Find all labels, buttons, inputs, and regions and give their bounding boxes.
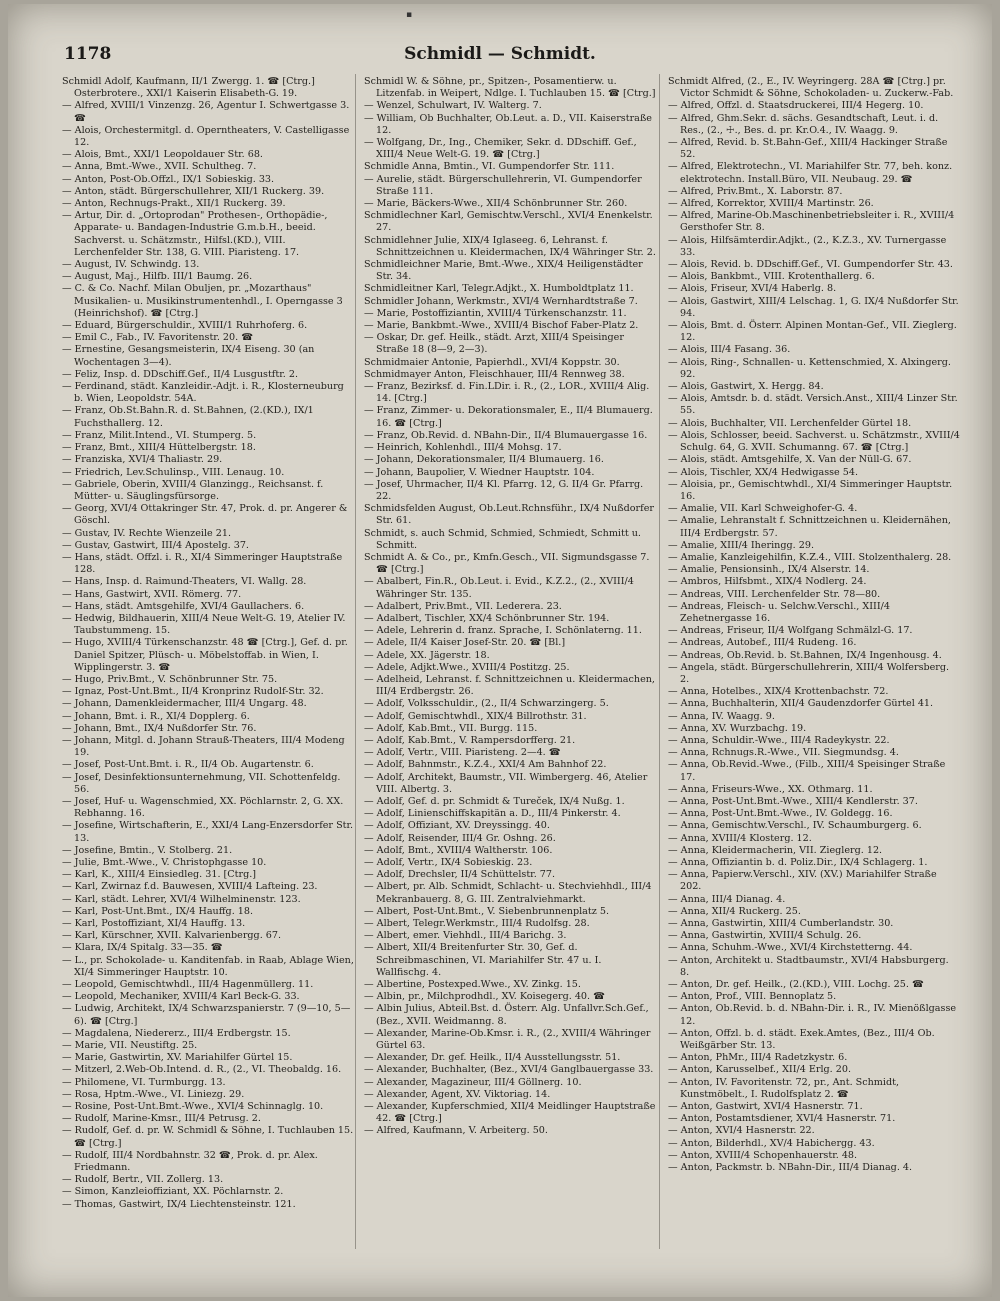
directory-entry: — Josef, Uhrmacher, II/4 Kl. Pfarrg. 12, G. II/4 Gr. Pfarrg. 22.	[364, 478, 644, 502]
directory-entry: — Oskar, Dr. gef. Heilk., städt. Arzt, XIII/4 Speisinger Straße 18 (8—9, 2—3).	[364, 332, 624, 356]
directory-entry: — Alois, Gastwirt, X. Hergg. 84.	[668, 381, 824, 393]
directory-entry: — Alois, Buchhalter, VII. Lerchenfelder Gürtel 18.	[668, 417, 912, 429]
directory-entry: — Albert, emer. Viehhdl., III/4 Barichg. 3.	[364, 930, 567, 942]
directory-entry: — Klara, IX/4 Spitalg. 33—35. ☎	[62, 942, 223, 954]
directory-entry: Schmidleitner Karl, Telegr.Adjkt., X. Humboldtplatz 11.	[364, 283, 634, 295]
directory-entry: — Ludwig, Architekt, IX/4 Schwarzspanierstr. 7 (9—10, 5—6). ☎ [Ctrg.]	[62, 1003, 351, 1027]
directory-entry: — Alois, Friseur, XVI/4 Haberlg. 8.	[668, 283, 837, 295]
directory-entry: — Eduard, Bürgerschuldir., XVIII/1 Ruhrhoferg. 6.	[62, 320, 308, 332]
directory-entry: — Anna, Offiziantin b. d. Poliz.Dir., IX/4 Schlagerg. 1.	[668, 857, 928, 868]
directory-entry: — Albert, XII/4 Breitenfurter Str. 30, Gef. d. Schreibmaschinen, VI. Mariahilfer Str. 47 u. I. Wallfischg. 4.	[364, 942, 602, 978]
directory-entry: — Adolf, Linienschiffskapitän a. D., III/4 Pinkerstr. 4.	[364, 808, 621, 820]
column-rule	[355, 74, 356, 1249]
directory-entry: — Josefine, Bmtin., V. Stolberg. 21.	[62, 844, 233, 856]
directory-entry: — Anton, Architekt u. Stadtbaumstr., XVI/4 Habsburgerg. 8.	[668, 954, 949, 978]
directory-entry: — Anna, Rchnugs.R.-Wwe., VII. Siegmundsg. 4.	[668, 747, 899, 759]
directory-entry: — Thomas, Gastwirt, IX/4 Liechtensteinstr. 121.	[62, 1198, 296, 1210]
directory-entry: — Johann, Damenkleidermacher, III/4 Ungarg. 48.	[62, 698, 307, 710]
directory-entry: — Julie, Bmt.-Wwe., V. Christophgasse 10.	[62, 857, 267, 868]
directory-entry: — Angela, städt. Bürgerschullehrerin, XIII/4 Wolfersberg. 2.	[668, 661, 950, 685]
directory-entry: — Anton, Dr. gef. Heilk., (2.(KD.), VIII. Lochg. 25. ☎	[668, 979, 924, 991]
directory-entry: — Adolf, Gef. d. pr. Schmidt & Tureček, IX/4 Nußg. 1.	[364, 795, 625, 807]
directory-entry: — Amalie, Pensionsinh., IX/4 Alserstr. 14.	[668, 564, 870, 576]
directory-entry: — Albert, Telegr.Werkmstr., III/4 Rudolfsg. 28.	[364, 918, 590, 930]
directory-entry: — C. & Co. Nachf. Milan Obuljen, pr. „Mozarthaus" Musikalien- u. Musikinstrumentenhdl., I. Operngasse 3 (Heinrichshof). ☎ [Ctrg.]	[62, 283, 343, 319]
directory-entry: — Alfred, XVIII/1 Vinzenzg. 26, Agentur I. Schwertgasse 3. ☎	[62, 100, 350, 124]
directory-entry: — Alfred, Kaufmann, V. Arbeiterg. 50.	[364, 1125, 548, 1137]
directory-entry: — Wolfgang, Dr., Ing., Chemiker, Sekr. d. DDschiff. Gef., XIII/4 Neue Welt-G. 19. ☎ [Ctrg.]	[364, 137, 637, 161]
directory-entry: — Alfred, Korrektor, XVIII/4 Martinstr. 26.	[668, 198, 874, 210]
directory-entry: — Alois, Bmt. d. Österr. Alpinen Montan-Gef., VII. Zieglerg. 12.	[668, 320, 957, 344]
directory-entry: — Philomene, VI. Turmburgg. 13.	[62, 1076, 226, 1088]
directory-entry: — Anna, Post-Unt.Bmt.-Wwe., IV. Goldegg. 16.	[668, 808, 893, 820]
directory-entry: — Adolf, Volksschuldir., (2., II/4 Schwarzingerg. 5.	[364, 698, 609, 710]
directory-entry: — Alexander, Agent, XV. Viktoriag. 14.	[364, 1088, 551, 1100]
directory-entry: — Anton, Packmstr. b. NBahn-Dir., III/4 Dianag. 4.	[668, 1162, 913, 1174]
directory-entry: — Anton, städt. Bürgerschullehrer, XII/1 Ruckerg. 39.	[62, 185, 325, 197]
directory-entry: — Anna, Hotelbes., XIX/4 Krottenbachstr. 72.	[668, 686, 889, 698]
directory-entry: — Albert, pr. Alb. Schmidt, Schlacht- u. Stechviehhdl., III/4 Mekranbauerg. 8, G. III. Zentralviehmarkt.	[364, 881, 652, 905]
directory-entry: — Amalie, VII. Karl Schweighofer-G. 4.	[668, 503, 858, 515]
directory-entry: — Anton, Prof., VIII. Bennoplatz 5.	[668, 991, 837, 1003]
directory-entry: — Wenzel, Schulwart, IV. Walterg. 7.	[364, 100, 542, 112]
directory-entry: — Albin Julius, Abteil.Bst. d. Österr. Alg. Unfallvr.Sch.Gef., (Bez., XVII. Weidmanng. 8.	[364, 1003, 649, 1027]
directory-entry: — Alfred, Offzl. d. Staatsdruckerei, III/4 Hegerg. 10.	[668, 100, 924, 112]
directory-entry: — Johann, Dekorationsmaler, II/4 Blumauerg. 16.	[364, 454, 604, 466]
directory-entry: — Alfred, Ghm.Sekr. d. sächs. Gesandtschaft, Leut. i. d. Res., (2., ☩., Bes. d. pr. Kr.O.4., IV. Waagg. 9.	[668, 112, 939, 136]
directory-entry: — Alois, Orchestermitgl. d. Operntheaters, V. Castelligasse 12.	[62, 124, 350, 149]
directory-entry: — Marie, Postoffiziantin, XVIII/4 Türkenschanzstr. 11.	[364, 307, 627, 319]
directory-entry: — Adolf, Vertr., VIII. Piaristeng. 2—4. ☎	[364, 747, 561, 759]
directory-entry: — Franz, Ob.St.Bahn.R. d. St.Bahnen, (2.(KD.), IX/1 Fuchsthallerg. 12.	[62, 405, 314, 429]
directory-entry: — Amalie, Lehranstalt f. Schnittzeichnen u. Kleidernähen, III/4 Erdbergstr. 57.	[668, 515, 951, 539]
directory-entry: — Aloisia, pr., Gemischtwhdl., XI/4 Simmeringer Hauptstr. 16.	[668, 478, 953, 502]
directory-entry: — Anna, Schuldir.-Wwe., III/4 Radeykystr. 22.	[668, 734, 890, 746]
directory-entry: — Franziska, XVI/4 Thaliastr. 29.	[62, 454, 223, 466]
directory-entry: Schmidlechner Karl, Gemischtw.Verschl., XVI/4 Enenkelstr. 27.	[364, 210, 653, 234]
directory-entry: Schmidt Alfred, (2., E., IV. Weyringerg. 28A ☎ [Ctrg.] pr. Victor Schmidt & Söhne, Schokoladen- u. Zuckerw.-Fab.	[668, 76, 954, 100]
directory-entry: — Anna, Gemischtw.Verschl., IV. Schaumburgerg. 6.	[668, 820, 922, 832]
directory-entry: — Alexander, Buchhalter, (Bez., XVI/4 Ganglbauergasse 33.	[364, 1064, 654, 1076]
directory-entry: — Hugo, XVIII/4 Türkenschanzstr. 48 ☎ [Ctrg.], Gef. d. pr. Daniel Spitzer, Plüsch- u. Möbelstoffab. in Wien, I. Wipplingerstr. 3. ☎	[62, 637, 348, 673]
directory-entry: — Andreas, Ob.Revid. b. St.Bahnen, IX/4 Ingenhousg. 4.	[668, 649, 942, 661]
directory-entry: — Josef, Post-Unt.Bmt. i. R., II/4 Ob. Augartenstr. 6.	[62, 759, 314, 771]
directory-entry: Schmidleichner Marie, Bmt.-Wwe., XIX/4 Heiligenstädter Str. 34.	[364, 259, 643, 283]
directory-entry: — Alois, III/4 Fasang. 36.	[668, 344, 791, 356]
directory-entry: — Adalbert, Tischler, XX/4 Schönbrunner Str. 194.	[364, 612, 610, 624]
directory-entry: — Anna, Bmt.-Wwe., XVII. Schultheg. 7.	[62, 161, 257, 173]
directory-entry: — Anna, Buchhalterin, XII/4 Gaudenzdorfer Gürtel 41.	[668, 698, 934, 710]
directory-entry: — Adolf, Kab.Bmt., VII. Burgg. 115.	[364, 722, 538, 734]
directory-entry: — Josef, Huf- u. Wagenschmied, XX. Pöchlarnstr. 2, G. XX. Rebhanng. 16.	[62, 795, 344, 820]
directory-entry: — Alois, Bankbmt., VIII. Krotenthallerg. 6.	[668, 271, 875, 283]
directory-entry: — Hans, städt. Offzl. i. R., XI/4 Simmeringer Hauptstraße 128.	[62, 551, 343, 576]
directory-entry: — Alexander, Marine-Ob.Kmsr. i. R., (2., XVIII/4 Währinger Gürtel 63.	[364, 1027, 651, 1052]
directory-entry: — Anton, Gastwirt, XVI/4 Hasnerstr. 71.	[668, 1101, 863, 1113]
directory-entry: — Albert, Post-Unt.Bmt., V. Siebenbrunnenplatz 5.	[364, 905, 610, 917]
directory-entry: — Anna, IV. Waagg. 9.	[668, 710, 775, 722]
directory-entry: — Anna, Kleidermacherin, VII. Zieglerg. 12.	[668, 844, 883, 856]
directory-entry: — William, Ob Buchhalter, Ob.Leut. a. D., VII. Kaiserstraße 12.	[364, 112, 652, 136]
directory-entry: — Franz, Zimmer- u. Dekorationsmaler, E., II/4 Blumauerg. 16. ☎ [Ctrg.]	[364, 405, 653, 429]
directory-entry: — Rudolf, Marine-Kmsr., III/4 Petrusg. 2.	[62, 1113, 261, 1125]
directory-entry: Schmidler Johann, Werkmstr., XVI/4 Wernhardtstraße 7.	[364, 295, 638, 307]
directory-entry: — Hans, Gastwirt, XVII. Römerg. 77.	[62, 588, 242, 600]
directory-entry: — Hans, städt. Amtsgehilfe, XVI/4 Gaullachers. 6.	[62, 600, 305, 612]
directory-entry: — Andreas, Friseur, II/4 Wolfgang Schmälzl-G. 17.	[668, 625, 913, 637]
directory-entry: — Anton, IV. Favoritenstr. 72, pr., Ant. Schmidt, Kunstmöbelt., I. Rudolfsplatz 2. ☎	[668, 1076, 900, 1100]
directory-entry: — Adolf, Vertr., IX/4 Sobieskig. 23.	[364, 857, 533, 868]
directory-entry: — Adelheid, Lehranst. f. Schnittzeichnen u. Kleidermachen, III/4 Erdbergstr. 26.	[364, 673, 655, 698]
directory-entry: — Anna, Post-Unt.Bmt.-Wwe., XIII/4 Kendlerstr. 37.	[668, 795, 918, 807]
directory-entry: — Anna, III/4 Dianag. 4.	[668, 893, 786, 905]
page-number: 1178	[64, 44, 112, 64]
directory-entry: — Alois, Hilfsämterdir.Adjkt., (2., K.Z.3., XV. Turnergasse 33.	[668, 234, 947, 258]
directory-entry: — Emil C., Fab., IV. Favoritenstr. 20. ☎	[62, 332, 254, 344]
directory-entry: — Karl, K., XIII/4 Einsiedleg. 31. [Ctrg.]	[62, 869, 256, 881]
directory-entry: — Gabriele, Oberin, XVIII/4 Glanzingg., Reichsanst. f. Mütter- u. Säuglingsfürsorge.	[62, 478, 324, 502]
directory-entry: — Magdalena, Niedererz., III/4 Erdbergstr. 15.	[62, 1027, 291, 1039]
directory-page	[8, 4, 992, 1297]
directory-entry: — Leopold, Gemischtwhdl., III/4 Hagenmüllerg. 11.	[62, 979, 314, 991]
directory-entry: — Gustav, IV. Rechte Wienzeile 21.	[62, 527, 232, 539]
directory-entry: — Adele, XX. Jägerstr. 18.	[364, 649, 490, 661]
directory-entry: — Anna, Schuhm.-Wwe., XVI/4 Kirchstetterng. 44.	[668, 942, 913, 954]
directory-entry: — Karl, Kürschner, XVII. Kalvarienbergg. 67.	[62, 930, 282, 942]
directory-entry: — Friedrich, Lev.Schulinsp., VIII. Lenaug. 10.	[62, 466, 285, 478]
directory-entry: — Karl, städt. Lehrer, XVI/4 Wilhelminenstr. 123.	[62, 893, 301, 905]
directory-entry: — Anton, Offzl. b. d. städt. Exek.Amtes, (Bez., III/4 Ob. Weißgärber Str. 13.	[668, 1027, 935, 1052]
directory-entry: Schmidsfelden August, Ob.Leut.Rchnsführ., IX/4 Nußdorfer Str. 61.	[364, 503, 654, 527]
directory-entry: — Hans, Insp. d. Raimund-Theaters, VI. Wallg. 28.	[62, 576, 307, 588]
directory-entry: — Alexander, Dr. gef. Heilk., II/4 Ausstellungsstr. 51.	[364, 1052, 621, 1064]
directory-entry: — Anna, Gastwirtin, XIII/4 Cumberlandstr. 30.	[668, 918, 894, 930]
directory-entry: — Josefine, Wirtschafterin, E., XXI/4 Lang-Enzersdorfer Str. 13.	[62, 820, 354, 844]
directory-entry: — Johann, Bmt. i. R., XI/4 Dopplerg. 6.	[62, 710, 250, 722]
directory-entry: — Rudolf, Bertr., VII. Zollerg. 13.	[62, 1174, 224, 1186]
directory-entry: — Heinrich, Kohlenhdl., III/4 Mohsg. 17.	[364, 442, 562, 454]
directory-entry: Schmidlehner Julie, XIX/4 Iglaseeg. 6, Lehranst. f. Schnittzeichnen u. Kleidermachen, IX/4 Währinger Str. 2.	[364, 234, 656, 258]
directory-entry: — Simon, Kanzleioffiziant, XX. Pöchlarnstr. 2.	[62, 1186, 284, 1198]
directory-entry: — Alfred, Priv.Bmt., X. Laborstr. 87.	[668, 185, 843, 197]
directory-entry: Schmidl Adolf, Kaufmann, II/1 Zwergg. 1. ☎ [Ctrg.] Osterbrotere., XXI/1 Kaiserin Elisabeth-G. 19.	[62, 76, 315, 100]
directory-entry: — Anton, XVIII/4 Schopenhauerstr. 48.	[668, 1149, 858, 1161]
directory-entry: — Alexander, Kupferschmied, XII/4 Meidlinger Hauptstraße 42. ☎ [Ctrg.]	[364, 1101, 656, 1125]
column-1	[62, 76, 354, 1211]
running-head: Schmidl — Schmidt.	[404, 44, 596, 64]
directory-entry: — Anna, Friseurs-Wwe., XX. Othmarg. 11.	[668, 783, 873, 795]
directory-entry: — Leopold, Mechaniker, XVIII/4 Karl Beck-G. 33.	[62, 991, 300, 1003]
directory-entry: — Anton, Rechnugs-Prakt., XII/1 Ruckerg. 39.	[62, 198, 286, 210]
directory-entry: — Alfred, Revid. b. St.Bahn-Gef., XIII/4 Hackinger Straße 52.	[668, 137, 948, 161]
directory-entry: — Franz, Bezirksf. d. Fin.LDir. i. R., (2., LOR., XVIII/4 Alig. 14. [Ctrg.]	[364, 381, 650, 405]
directory-entry: Schmidmayer Anton, Fleischhauer, III/4 Rennweg 38.	[364, 368, 625, 380]
directory-entry: — Johann, Mitgl. d. Johann Strauß-Theaters, III/4 Modeng 19.	[62, 734, 345, 759]
directory-entry: — Adolf, Reisender, III/4 Gr. Oshng. 26.	[364, 832, 556, 844]
directory-entry: — Adolf, Bahnmstr., K.Z.4., XXI/4 Am Bahnhof 22.	[364, 759, 607, 771]
directory-entry: — Adolf, Bmt., XVIII/4 Waltherstr. 106.	[364, 844, 553, 856]
directory-entry: — Alois, Amtsdr. b. d. städt. Versich.Anst., XIII/4 Linzer Str. 55.	[668, 393, 958, 417]
directory-entry: — Adele, Adjkt.Wwe., XVIII/4 Postitzg. 25.	[364, 661, 570, 673]
directory-entry: — Franz, Bmt., XIII/4 Hüttelbergstr. 18.	[62, 442, 256, 454]
directory-entry: — Marie, VII. Neustiftg. 25.	[62, 1040, 198, 1052]
directory-entry: — Rudolf, III/4 Nordbahnstr. 32 ☎, Prok. d. pr. Alex. Friedmann.	[62, 1149, 318, 1174]
directory-entry: — Karl, Post-Unt.Bmt., IX/4 Hauffg. 18.	[62, 905, 254, 917]
directory-entry: — Hugo, Priv.Bmt., V. Schönbrunner Str. 75.	[62, 673, 278, 685]
directory-entry: — Alfred, Elektrotechn., VI. Mariahilfer Str. 77, beh. konz. elektrotechn. Install.Büro, VII. Neubaug. 29. ☎	[668, 161, 953, 185]
directory-entry: — Adolf, Architekt, Baumstr., VII. Wimbergerg. 46, Atelier VIII. Albertg. 3.	[364, 771, 648, 795]
directory-entry: — Anton, XVI/4 Hasnerstr. 22.	[668, 1125, 815, 1137]
directory-entry: — Andreas, VIII. Lerchenfelder Str. 78—80.	[668, 588, 881, 600]
directory-entry: Schmidle Anna, Bmtin., VI. Gumpendorfer Str. 111.	[364, 161, 615, 173]
directory-entry: — Anton, Ob.Revid. b. d. NBahn-Dir. i. R., IV. Mienößlgasse 12.	[668, 1003, 957, 1027]
directory-entry: — Marie, Bankbmt.-Wwe., XVIII/4 Bischof Faber-Platz 2.	[364, 320, 639, 332]
directory-entry: — Karl, Zwirnaz f.d. Bauwesen, XVIII/4 Lafteing. 23.	[62, 881, 318, 893]
directory-entry: — Georg, XVI/4 Ottakringer Str. 47, Prok. d. pr. Angerer & Göschl.	[62, 503, 348, 527]
column-3	[668, 76, 960, 1174]
directory-entry: — Anton, Bilderhdl., XV/4 Habichergg. 43.	[668, 1137, 875, 1149]
directory-entry: — Aurelie, städt. Bürgerschullehrerin, VI. Gumpendorfer Straße 111.	[364, 173, 642, 197]
directory-entry: — Adolf, Gemischtwhdl., XIX/4 Billrothstr. 31.	[364, 710, 587, 722]
directory-entry: — Amalie, Kanzleigehilfin, K.Z.4., VIII. Stolzenthalerg. 28.	[668, 551, 952, 563]
directory-entry: — Johann, Baupolier, V. Wiedner Hauptstr. 104.	[364, 466, 595, 478]
directory-entry: — Alexander, Magazineur, III/4 Göllnerg. 10.	[364, 1076, 582, 1088]
directory-entry: — Hedwig, Bildhauerin, XIII/4 Neue Welt-G. 19, Atelier IV. Taubstummeng. 15.	[62, 612, 346, 637]
directory-entry: — Andreas, Fleisch- u. Selchw.Verschl., XIII/4 Zehetnergasse 16.	[668, 600, 890, 624]
directory-entry: — Karl, Postoffiziant, XI/4 Hauffg. 13.	[62, 918, 246, 930]
directory-entry: — Adele, Lehrerin d. franz. Sprache, I. Schönlaterng. 11.	[364, 625, 642, 637]
directory-entry: — Mitzerl, 2.Web-Ob.Intend. d. R., (2., VI. Theobaldg. 16.	[62, 1064, 342, 1076]
directory-entry: — Anna, XV. Wurzbachg. 19.	[668, 722, 807, 734]
directory-entry: — Ignaz, Post-Unt.Bmt., II/4 Kronprinz Rudolf-Str. 32.	[62, 686, 324, 698]
scan-marker: ▪	[406, 10, 413, 20]
directory-entry: — Anna, XVIII/4 Klosterg. 12.	[668, 832, 812, 844]
directory-entry: Schmidmaier Antonie, Papierhdl., XVI/4 Koppstr. 30.	[364, 356, 620, 368]
directory-entry: — Alois, Schlosser, beeid. Sachverst. u. Schätzmstr., XVIII/4 Schulg. 64, G. XVII. Schumanng. 67. ☎ [Ctrg.]	[668, 429, 960, 454]
directory-entry: — Ambros, Hilfsbmt., XIX/4 Nodlerg. 24.	[668, 576, 867, 588]
directory-entry: — L., pr. Schokolade- u. Kanditenfab. in Raab, Ablage Wien, XI/4 Simmeringer Hauptstr. 10.	[62, 954, 354, 978]
directory-entry: — Josef, Desinfektionsunternehmung, VII. Schottenfeldg. 56.	[62, 771, 341, 795]
directory-entry: — Albin, pr., Milchprodhdl., XV. Koisegerg. 40. ☎	[364, 991, 606, 1003]
directory-entry: Schmidt A. & Co., pr., Kmfn.Gesch., VII. Sigmundsgasse 7. ☎ [Ctrg.]	[364, 551, 650, 576]
directory-entry: — August, IV. Schwindg. 13.	[62, 259, 200, 271]
column-rule	[659, 74, 660, 1249]
directory-entry: — Adolf, Drechsler, II/4 Schüttelstr. 77.	[364, 869, 556, 881]
directory-entry: — Franz, Milit.Intend., VI. Stumperg. 5.	[62, 429, 257, 441]
directory-entry: — Artur, Dir. d. „Ortoprodan" Prothesen-, Orthopädie-, Apparate- u. Bandagen-Industrie G.m.b.H., beeid. Sachverst. u. Schätzmstr., Hilfsl.(KD.), VIII. Lerchenfelder Str. 138, G. VIII. Piaristeng. 17.	[62, 210, 328, 258]
directory-entry: — Adolf, Kab.Bmt., V. Rampersdorfferg. 21.	[364, 734, 576, 746]
directory-entry: — Anna, XII/4 Ruckerg. 25.	[668, 905, 801, 917]
directory-entry: — Amalie, XIII/4 Iheringg. 29.	[668, 539, 815, 551]
directory-entry: — Anna, Papierw.Verschl., XIV. (XV.) Mariahilfer Straße 202.	[668, 869, 937, 893]
directory-entry: — Anton, Karusselbef., XII/4 Erlg. 20.	[668, 1064, 852, 1076]
directory-entry: — Ferdinand, städt. Kanzleidir.-Adjt. i. R., Klosterneuburg b. Wien, Leopoldstr. 54A.	[62, 381, 344, 405]
directory-entry: — Alois, Gastwirt, XIII/4 Lelschag. 1, G. IX/4 Nußdorfer Str. 94.	[668, 295, 959, 319]
directory-entry: — Adele, II/4 Kaiser Josef-Str. 20. ☎ [Bl.]	[364, 637, 566, 649]
directory-entry: — Franz, Ob.Revid. d. NBahn-Dir., II/4 Blumauergasse 16.	[364, 429, 648, 441]
directory-entry: — Anton, Postamtsdiener, XVI/4 Hasnerstr. 71.	[668, 1113, 896, 1125]
directory-entry: — Rudolf, Gef. d. pr. W. Schmidl & Söhne, I. Tuchlauben 15. ☎ [Ctrg.]	[62, 1125, 354, 1149]
directory-entry: — Ernestine, Gesangsmeisterin, IX/4 Eiseng. 30 (an Wochentagen 3—4).	[62, 344, 315, 368]
directory-entry: — Abalbert, Fin.R., Ob.Leut. i. Evid., K.Z.2., (2., XVIII/4 Währinger Str. 135.	[364, 576, 634, 600]
directory-entry: — Alois, Revid. b. DDschiff.Gef., VI. Gumpendorfer Str. 43.	[668, 259, 953, 271]
directory-entry: — Adolf, Offiziant, XV. Dreyssingg. 40.	[364, 820, 550, 832]
directory-entry: — Rosa, Hptm.-Wwe., VI. Liniezg. 29.	[62, 1088, 245, 1100]
directory-entry: — Alois, städt. Amtsgehilfe, X. Van der Nüll-G. 67.	[668, 454, 912, 466]
directory-entry: — Anton, PhMr., III/4 Radetzkystr. 6.	[668, 1052, 848, 1064]
directory-entry: — Anton, Post-Ob.Offzl., IX/1 Sobieskig. 33.	[62, 173, 275, 185]
directory-entry: — Marie, Gastwirtin, XV. Mariahilfer Gürtel 15.	[62, 1052, 293, 1064]
directory-entry: — Albertine, Postexped.Wwe., XV. Zinkg. 15.	[364, 979, 581, 991]
directory-entry: — Andreas, Autobef., III/4 Rudeng. 16.	[668, 637, 857, 649]
directory-entry: — Gustav, Gastwirt, III/4 Apostelg. 37.	[62, 539, 249, 551]
directory-entry: — Alois, Bmt., XXI/1 Leopoldauer Str. 68.	[62, 149, 263, 161]
directory-entry: — Feliz, Insp. d. DDschiff.Gef., II/4 Lusgustftr. 2.	[62, 368, 298, 380]
directory-entry: — Alois, Tischler, XX/4 Hedwigasse 54.	[668, 466, 859, 478]
directory-entry: — Anna, Ob.Revid.-Wwe., (Filb., XIII/4 Speisinger Straße 17.	[668, 759, 946, 783]
directory-entry: — Adalbert, Priv.Bmt., VII. Lederera. 23.	[364, 600, 562, 612]
directory-entry: — Anna, Gastwirtin, XVIII/4 Schulg. 26.	[668, 930, 862, 942]
directory-entry: Schmidt, s. auch Schmid, Schmied, Schmiedt, Schmitt u. Schmitt.	[364, 527, 641, 551]
directory-entry: — Rosine, Post-Unt.Bmt.-Wwe., XVI/4 Schinnaglg. 10.	[62, 1101, 324, 1113]
directory-entry: — Johann, Bmt., IX/4 Nußdorfer Str. 76.	[62, 722, 257, 734]
directory-entry: — Alois, Ring-, Schnallen- u. Kettenschmied, X. Alxingerg. 92.	[668, 356, 951, 380]
directory-entry: — August, Maj., Hilfb. III/1 Baumg. 26.	[62, 271, 253, 283]
directory-entry: Schmidl W. & Söhne, pr., Spitzen-, Posamentierw. u. Litzenfab. in Weipert, Ndlge. I. Tuchlauben 15. ☎ [Ctrg.]	[364, 76, 656, 100]
column-2	[364, 76, 656, 1138]
directory-entry: — Marie, Bäckers-Wwe., XII/4 Schönbrunner Str. 260.	[364, 198, 628, 210]
directory-entry: — Alfred, Marine-Ob.Maschinenbetriebsleiter i. R., XVIII/4 Gersthofer Str. 8.	[668, 210, 955, 234]
